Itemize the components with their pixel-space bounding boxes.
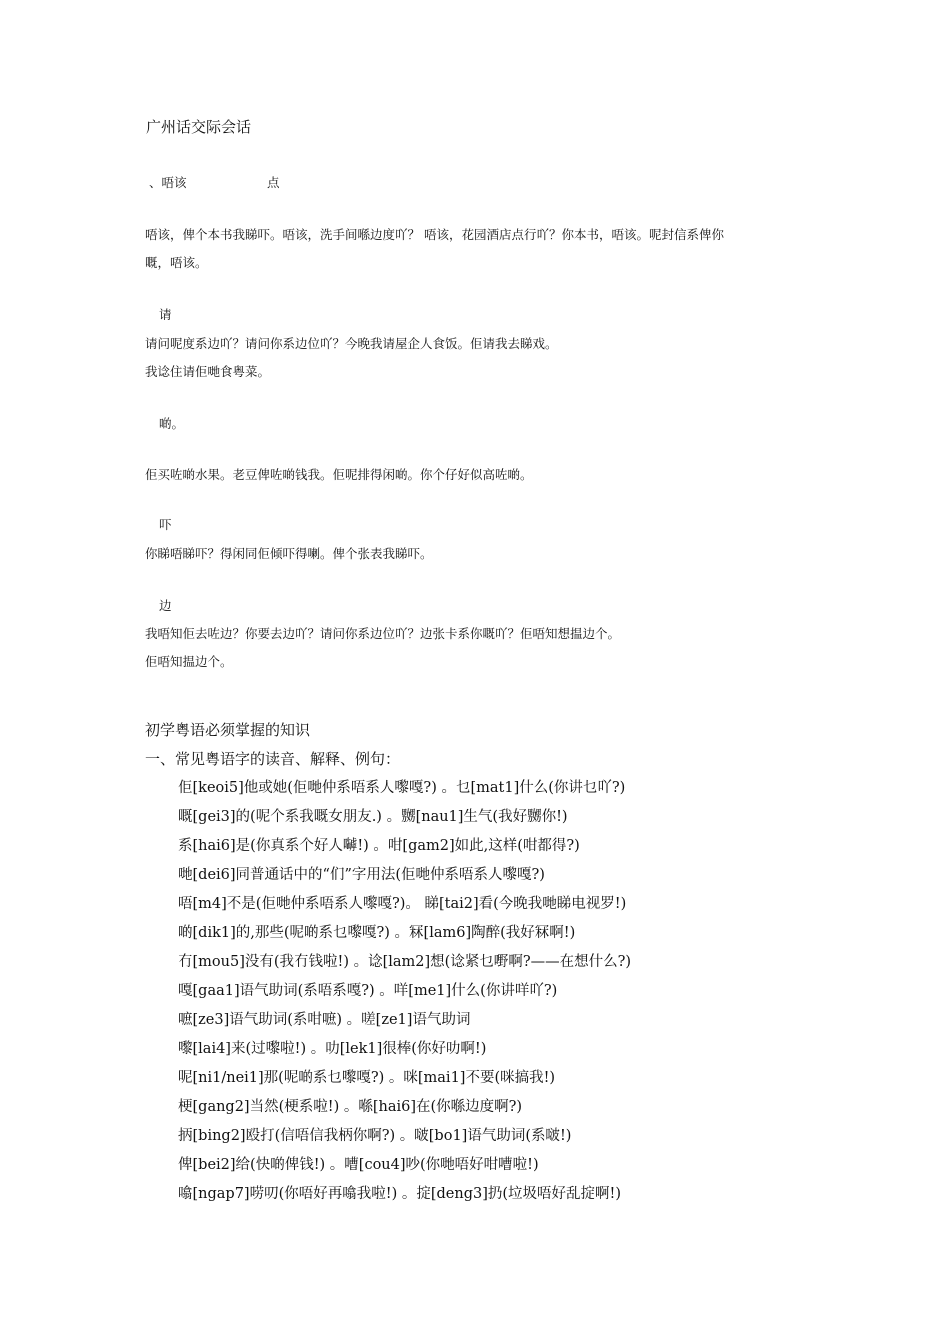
vocab-entry: 系[hai6]是(你真系个好人嚹!) 。咁[gam2]如此,这样(咁都得?) — [178, 838, 580, 854]
vocab-entry: 噏[ngap7]唠叨(你唔好再噏我啦!) 。掟[deng3]扔(垃圾唔好乱掟啊!) — [178, 1186, 621, 1202]
vocab-entry: 嘎[gaa1]语气助词(系唔系嘎?) 。咩[me1]什么(你讲咩吖?) — [178, 983, 558, 999]
section3-heading: 啲。 — [159, 416, 185, 431]
section2-heading: 请 — [159, 307, 172, 322]
section5-line: 我唔知佢去咗边？你要去边吖？请问你系边位吖？边张卡系你嘅吖？佢唔知想揾边个。 — [145, 626, 621, 641]
vocab-entry: 嘅[gei3]的(呢个系我嘅女朋友.) 。嬲[nau1]生气(我好嬲你!) — [178, 809, 568, 825]
vocab-entry: 嗻[ze3]语气助词(系咁嗻) 。嗟[ze1]语气助词 — [178, 1012, 471, 1028]
section1-paragraph-line: 唔该，俾个本书我睇吓。唔该，洗手间喺边度吖？ 唔该，花园酒店点行吖？你本书，唔该。呢封信系俾你 — [145, 227, 724, 242]
vocab-entry: 唔[m4]不是(佢哋仲系唔系人嚟嘎?)。 睇[tai2]看(今晚我哋睇电视罗!) — [178, 896, 627, 912]
vocab-entry: 佢[keoi5]他或她(佢哋仲系唔系人嚟嘎?) 。乜[mat1]什么(你讲乜吖?) — [178, 780, 626, 796]
vocab-entry: 冇[mou5]没有(我冇钱啦!) 。谂[lam2]想(谂紧乜嘢啊?——在想什么?) — [178, 954, 632, 970]
section2-line: 我谂住请佢哋食粤菜。 — [145, 364, 271, 379]
section5-line: 佢唔知揾边个。 — [145, 654, 233, 669]
section1-paragraph-line: 嘅，唔该。 — [145, 255, 208, 270]
section4-heading: 吓 — [159, 517, 172, 532]
section2-line: 请问呢度系边吖？请问你系边位吖？今晚我请屋企人食饭。佢请我去睇戏。 — [145, 336, 558, 351]
vocab-entry: 嚟[lai4]来(过嚟啦!) 。叻[lek1]很棒(你好叻啊!) — [178, 1041, 487, 1057]
vocab-entry: 啲[dik1]的,那些(呢啲系乜嚟嘎?) 。冧[lam6]陶醉(我好冧啊!) — [178, 925, 576, 941]
vocab-entry: 哋[dei6]同普通话中的“们”字用法(佢哋仲系唔系人嚟嘎?) — [178, 867, 545, 883]
section1-heading: 、唔该 — [149, 175, 187, 190]
part2-title: 初学粤语必须掌握的知识 — [145, 721, 311, 739]
vocab-entry: 抦[bing2]殴打(信唔信我柄你啊?) 。啵[bo1]语气助词(系啵!) — [178, 1128, 572, 1144]
vocab-entry: 呢[ni1/nei1]那(呢啲系乜嚟嘎?) 。咪[mai1]不要(咪搞我!) — [178, 1070, 556, 1086]
section3-line: 佢买咗啲水果。老豆俾咗啲钱我。佢呢排得闲啲。你个仔好似高咗啲。 — [145, 467, 533, 482]
page-title: 广州话交际会话 — [146, 118, 252, 136]
section5-heading: 边 — [159, 598, 172, 613]
section4-line: 你睇唔睇吓？得闲同佢倾吓得喇。俾个张表我睇吓。 — [145, 546, 433, 561]
part2-subtitle: 一、常见粤语字的读音、解释、例句： — [145, 750, 401, 768]
vocab-entry: 梗[gang2]当然(梗系啦!) 。喺[hai6]在(你喺边度啊?) — [178, 1099, 523, 1115]
section1-heading-right: 点 — [267, 175, 280, 190]
vocab-entry: 俾[bei2]给(快啲俾钱!) 。嘈[cou4]吵(你哋唔好咁嘈啦!) — [178, 1157, 539, 1173]
